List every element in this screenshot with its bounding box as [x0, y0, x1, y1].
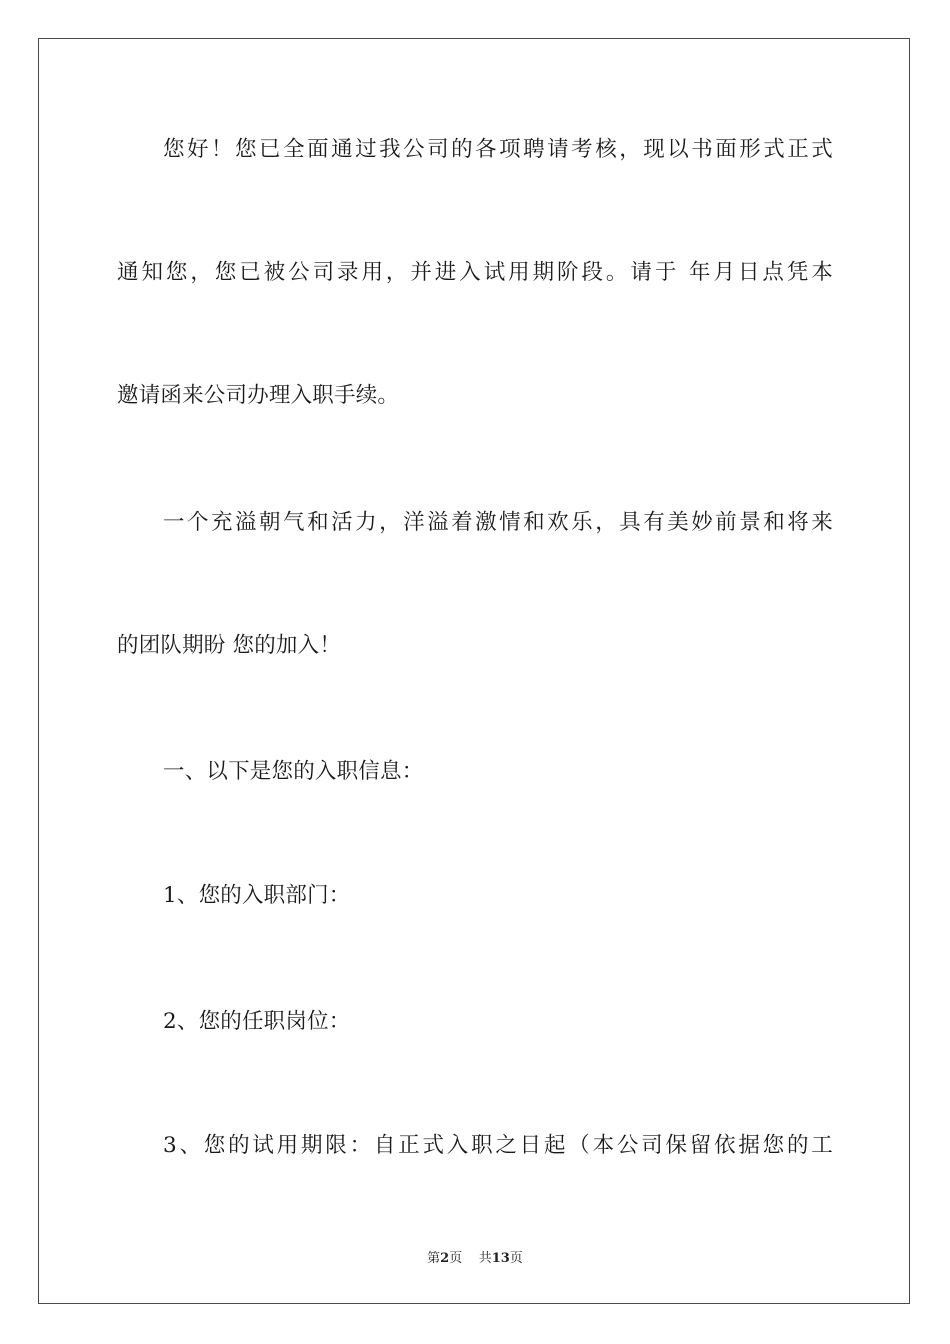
paragraph-line-1: 您好！您已全面通过我公司的各项聘请考核，现以书面形式正式: [163, 137, 833, 162]
section-heading: 一、以下是您的入职信息：: [163, 759, 424, 784]
footer-page-number: 2: [440, 1251, 450, 1266]
info-item-department: 1、您的入职部门：: [163, 883, 351, 908]
footer-total-pages: 13: [491, 1251, 510, 1266]
page-border: [38, 38, 910, 1304]
paragraph-line-4: 一个充溢朝气和活力，洋溢着激情和欢乐，具有美妙前景和将来: [163, 510, 833, 535]
paragraph-line-3: 邀请函来公司办理入职手续。: [117, 383, 400, 408]
footer-total-suffix: 页: [509, 1251, 523, 1266]
footer-page-prefix: 第: [427, 1251, 441, 1266]
paragraph-line-2: 通知您，您已被公司录用，并进入试用期阶段。请于 年月日点凭本: [117, 260, 833, 285]
info-item-probation: 3、您的试用期限：自正式入职之日起（本公司保留依据您的工: [163, 1133, 833, 1158]
paragraph-line-5: 的团队期盼 您的加入！: [117, 633, 342, 658]
footer-total-prefix: 共: [478, 1251, 492, 1266]
info-item-position: 2、您的任职岗位：: [163, 1009, 351, 1034]
page-footer: [0, 1247, 950, 1266]
footer-page-suffix: 页: [449, 1251, 463, 1266]
